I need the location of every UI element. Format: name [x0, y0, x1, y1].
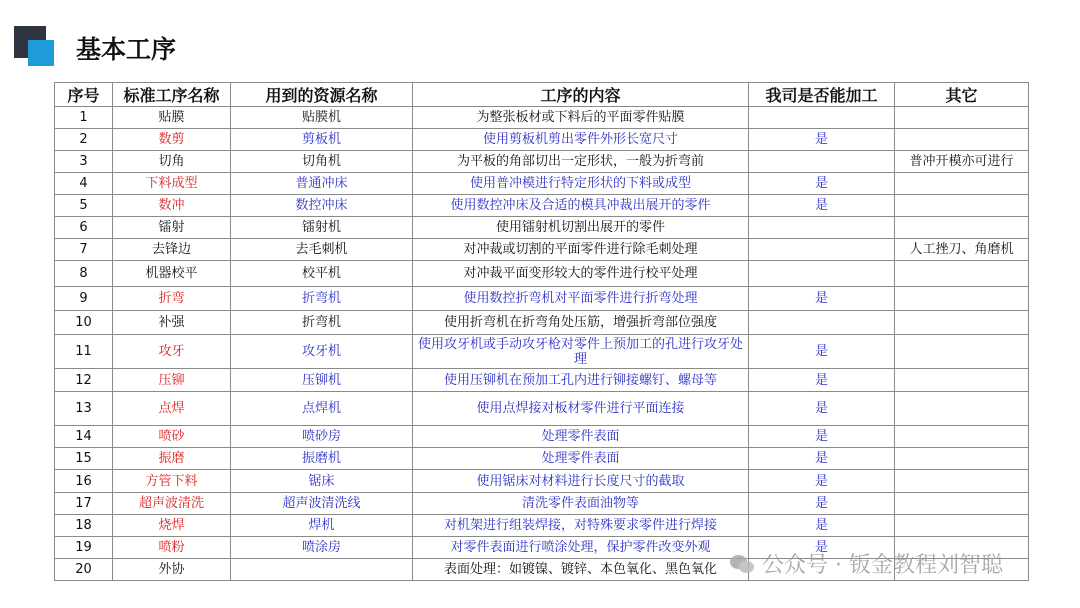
cell-other: [895, 515, 1029, 537]
cell-content: 对冲裁或切割的平面零件进行除毛刺处理: [413, 239, 749, 261]
cell-content: 使用数控折弯机对平面零件进行折弯处理: [413, 287, 749, 311]
process-table: [54, 82, 1029, 581]
cell-process-name: 点焊: [113, 392, 231, 426]
cell-process-name: 超声波清洗: [113, 493, 231, 515]
cell-process-name: 数冲: [113, 195, 231, 217]
cell-capable: [749, 217, 895, 239]
cell-no: 8: [55, 261, 113, 287]
cell-other: [895, 392, 1029, 426]
header-process-name: 标准工序名称: [113, 83, 231, 107]
cell-capable: 是: [749, 448, 895, 470]
cell-no: 4: [55, 173, 113, 195]
cell-content: 使用剪板机剪出零件外形长宽尺寸: [413, 129, 749, 151]
cell-process-name: 镭射: [113, 217, 231, 239]
table-row: [55, 107, 1029, 129]
cell-other: 人工挫刀、角磨机: [895, 239, 1029, 261]
cell-other: [895, 335, 1029, 369]
table-row: [55, 287, 1029, 311]
cell-resource: 振磨机: [231, 448, 413, 470]
cell-process-name: 喷砂: [113, 426, 231, 448]
cell-content: 使用点焊接对板材零件进行平面连接: [413, 392, 749, 426]
cell-content: 处理零件表面: [413, 448, 749, 470]
cell-other: [895, 470, 1029, 493]
cell-process-name: 数剪: [113, 129, 231, 151]
cell-resource: 喷涂房: [231, 537, 413, 559]
cell-no: 13: [55, 392, 113, 426]
cell-other: [895, 173, 1029, 195]
watermark: [730, 548, 1003, 579]
cell-no: 6: [55, 217, 113, 239]
cell-other: [895, 426, 1029, 448]
cell-content: 使用镭射机切割出展开的零件: [413, 217, 749, 239]
cell-content: 表面处理：如镀镍、镀锌、本色氧化、黑色氧化: [413, 559, 749, 581]
cell-process-name: 补强: [113, 311, 231, 335]
cell-other: [895, 195, 1029, 217]
cell-resource: 校平机: [231, 261, 413, 287]
header-no: 序号: [55, 83, 113, 107]
cell-capable: 是: [749, 426, 895, 448]
table-row: [55, 151, 1029, 173]
table-row: [55, 392, 1029, 426]
header-capable: 我司是否能加工: [749, 83, 895, 107]
page-title: 基本工序: [76, 35, 177, 64]
cell-process-name: 外协: [113, 559, 231, 581]
cell-other: [895, 217, 1029, 239]
cell-other: [895, 129, 1029, 151]
cell-no: 19: [55, 537, 113, 559]
cell-capable: [749, 261, 895, 287]
cell-capable: [749, 311, 895, 335]
cell-process-name: 下料成型: [113, 173, 231, 195]
cell-other: [895, 493, 1029, 515]
table-row: [55, 311, 1029, 335]
cell-no: 2: [55, 129, 113, 151]
cell-other: [895, 287, 1029, 311]
wechat-icon: [730, 553, 756, 575]
table-row: [55, 239, 1029, 261]
cell-resource: 焊机: [231, 515, 413, 537]
cell-other: [895, 261, 1029, 287]
cell-capable: [749, 107, 895, 129]
cell-content: 使用折弯机在折弯角处压筋，增强折弯部位强度: [413, 311, 749, 335]
cell-content: 为整张板材或下料后的平面零件贴膜: [413, 107, 749, 129]
cell-other: [895, 311, 1029, 335]
table-row: [55, 217, 1029, 239]
cell-other: [895, 448, 1029, 470]
cell-content: 对冲裁平面变形较大的零件进行校平处理: [413, 261, 749, 287]
cell-capable: 是: [749, 195, 895, 217]
cell-process-name: 贴膜: [113, 107, 231, 129]
cell-resource: 攻牙机: [231, 335, 413, 369]
logo-blue-square: [28, 40, 54, 66]
cell-no: 12: [55, 369, 113, 392]
table-row: [55, 515, 1029, 537]
cell-resource: 压铆机: [231, 369, 413, 392]
cell-no: 1: [55, 107, 113, 129]
cell-no: 11: [55, 335, 113, 369]
cell-resource: 点焊机: [231, 392, 413, 426]
cell-no: 3: [55, 151, 113, 173]
cell-capable: 是: [749, 335, 895, 369]
cell-resource: 切角机: [231, 151, 413, 173]
cell-capable: 是: [749, 129, 895, 151]
cell-resource: 镭射机: [231, 217, 413, 239]
header-other: 其它: [895, 83, 1029, 107]
table-row: [55, 173, 1029, 195]
cell-resource: 去毛刺机: [231, 239, 413, 261]
cell-capable: 是: [749, 392, 895, 426]
cell-content: 使用压铆机在预加工孔内进行铆接螺钉、螺母等: [413, 369, 749, 392]
cell-resource: 普通冲床: [231, 173, 413, 195]
cell-process-name: 切角: [113, 151, 231, 173]
table-row: [55, 195, 1029, 217]
cell-capable: [749, 151, 895, 173]
cell-process-name: 去锋边: [113, 239, 231, 261]
cell-capable: 是: [749, 173, 895, 195]
cell-no: 18: [55, 515, 113, 537]
cell-no: 5: [55, 195, 113, 217]
cell-process-name: 机器校平: [113, 261, 231, 287]
watermark-text: 公众号 · 钣金教程刘智聪: [762, 553, 1003, 578]
cell-process-name: 折弯: [113, 287, 231, 311]
cell-content: 对零件表面进行喷涂处理，保护零件改变外观: [413, 537, 749, 559]
cell-no: 14: [55, 426, 113, 448]
cell-process-name: 振磨: [113, 448, 231, 470]
table-row: [55, 261, 1029, 287]
cell-no: 9: [55, 287, 113, 311]
table-row: [55, 448, 1029, 470]
table-row: [55, 493, 1029, 515]
cell-content: 使用锯床对材料进行长度尺寸的截取: [413, 470, 749, 493]
header-resource: 用到的资源名称: [231, 83, 413, 107]
cell-process-name: 攻牙: [113, 335, 231, 369]
cell-content: 对机架进行组装焊接，对特殊要求零件进行焊接: [413, 515, 749, 537]
cell-content: 为平板的角部切出一定形状，一般为折弯前: [413, 151, 749, 173]
cell-capable: 是: [749, 537, 895, 559]
table-row: [55, 470, 1029, 493]
cell-other: [895, 107, 1029, 129]
cell-resource: 喷砂房: [231, 426, 413, 448]
cell-capable: 是: [749, 493, 895, 515]
cell-process-name: 压铆: [113, 369, 231, 392]
cell-content: 使用普冲模进行特定形状的下料或成型: [413, 173, 749, 195]
cell-content: 处理零件表面: [413, 426, 749, 448]
cell-no: 16: [55, 470, 113, 493]
cell-resource: 折弯机: [231, 287, 413, 311]
cell-no: 15: [55, 448, 113, 470]
cell-resource: [231, 559, 413, 581]
cell-capable: 是: [749, 369, 895, 392]
cell-resource: 折弯机: [231, 311, 413, 335]
cell-capable: 是: [749, 470, 895, 493]
table-row: [55, 129, 1029, 151]
table-row: [55, 335, 1029, 369]
cell-capable: 是: [749, 287, 895, 311]
cell-resource: 数控冲床: [231, 195, 413, 217]
cell-no: 17: [55, 493, 113, 515]
cell-no: 20: [55, 559, 113, 581]
header-content: 工序的内容: [413, 83, 749, 107]
cell-resource: 锯床: [231, 470, 413, 493]
cell-resource: 超声波清洗线: [231, 493, 413, 515]
cell-process-name: 方管下料: [113, 470, 231, 493]
cell-no: 10: [55, 311, 113, 335]
cell-capable: [749, 239, 895, 261]
cell-content: 使用攻牙机或手动攻牙枪对零件上预加工的孔进行攻牙处理: [413, 335, 749, 369]
cell-other: [895, 369, 1029, 392]
cell-no: 7: [55, 239, 113, 261]
cell-resource: 贴膜机: [231, 107, 413, 129]
table-row: [55, 369, 1029, 392]
cell-process-name: 喷粉: [113, 537, 231, 559]
cell-capable: 是: [749, 515, 895, 537]
cell-content: 使用数控冲床及合适的模具冲裁出展开的零件: [413, 195, 749, 217]
cell-other: 普冲开模亦可进行: [895, 151, 1029, 173]
cell-process-name: 烧焊: [113, 515, 231, 537]
cell-resource: 剪板机: [231, 129, 413, 151]
cell-content: 清洗零件表面油物等: [413, 493, 749, 515]
table-header-row: [55, 83, 1029, 107]
table-row: [55, 426, 1029, 448]
title-logo: [14, 26, 56, 68]
